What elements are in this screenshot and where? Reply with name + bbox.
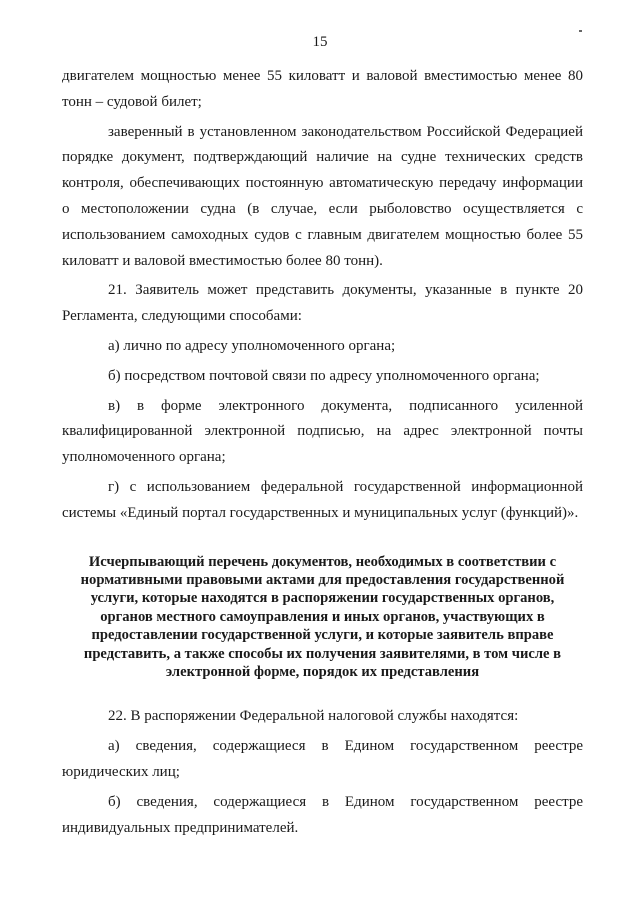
list-item-22-a: а) сведения, содержащиеся в Едином государственном реестре юридических лиц; <box>62 738 583 780</box>
section-heading: Исчерпывающий перечень документов, необходимых в соответствии с нормативными правовыми актами для предоставления государственной услуги, которые находятся в распоряжении государственных органов, органов местного самоуправления и иных органов, участвующих в предоставлении государственной услуги, и которые заявитель вправе представить, а также способы их получения заявителями, в том числе в электронной форме, порядок их представления <box>80 553 565 680</box>
page-number: 15 <box>312 34 328 50</box>
paragraph-22: 22. В распоряжении Федеральной налоговой службы находятся: <box>108 708 519 725</box>
document-body <box>62 64 583 841</box>
list-item-v: в) в форме электронного документа, подписанного усиленной квалифицированной электронной подписью, на адрес электронной почты уполномоченного органа; <box>62 397 583 466</box>
paragraph-continuation: двигателем мощностью менее 55 киловатт и валовой вместимостью менее 80 тонн – судовой билет; <box>62 68 583 110</box>
scan-artifact <box>579 30 582 32</box>
paragraph-21: 21. Заявитель может представить документы, указанные в пункте 20 Регламента, следующими способами: <box>62 282 583 325</box>
paragraph-certified-document: заверенный в установленном законодательством Российской Федерацией порядке документ, подтверждающий наличие на судне технических средств контроля, обеспечивающих постоянную автоматическую передачу информации о местоположении судна (в случае, если рыболовство осуществляется с использованием самоходных судов с главным двигателем мощностью более 55 киловатт и валовой вместимостью более 80 тонн). <box>62 123 583 269</box>
list-item-g: г) с использованием федеральной государственной информационной системы «Единый портал государственных и муниципальных услуг (функций)». <box>62 478 583 521</box>
list-item-a: а) лично по адресу уполномоченного органа; <box>108 337 396 354</box>
list-item-22-b: б) сведения, содержащиеся в Едином государственном реестре индивидуальных предпринимателей. <box>62 793 583 836</box>
list-item-b: б) посредством почтовой связи по адресу уполномоченного органа; <box>108 367 540 384</box>
